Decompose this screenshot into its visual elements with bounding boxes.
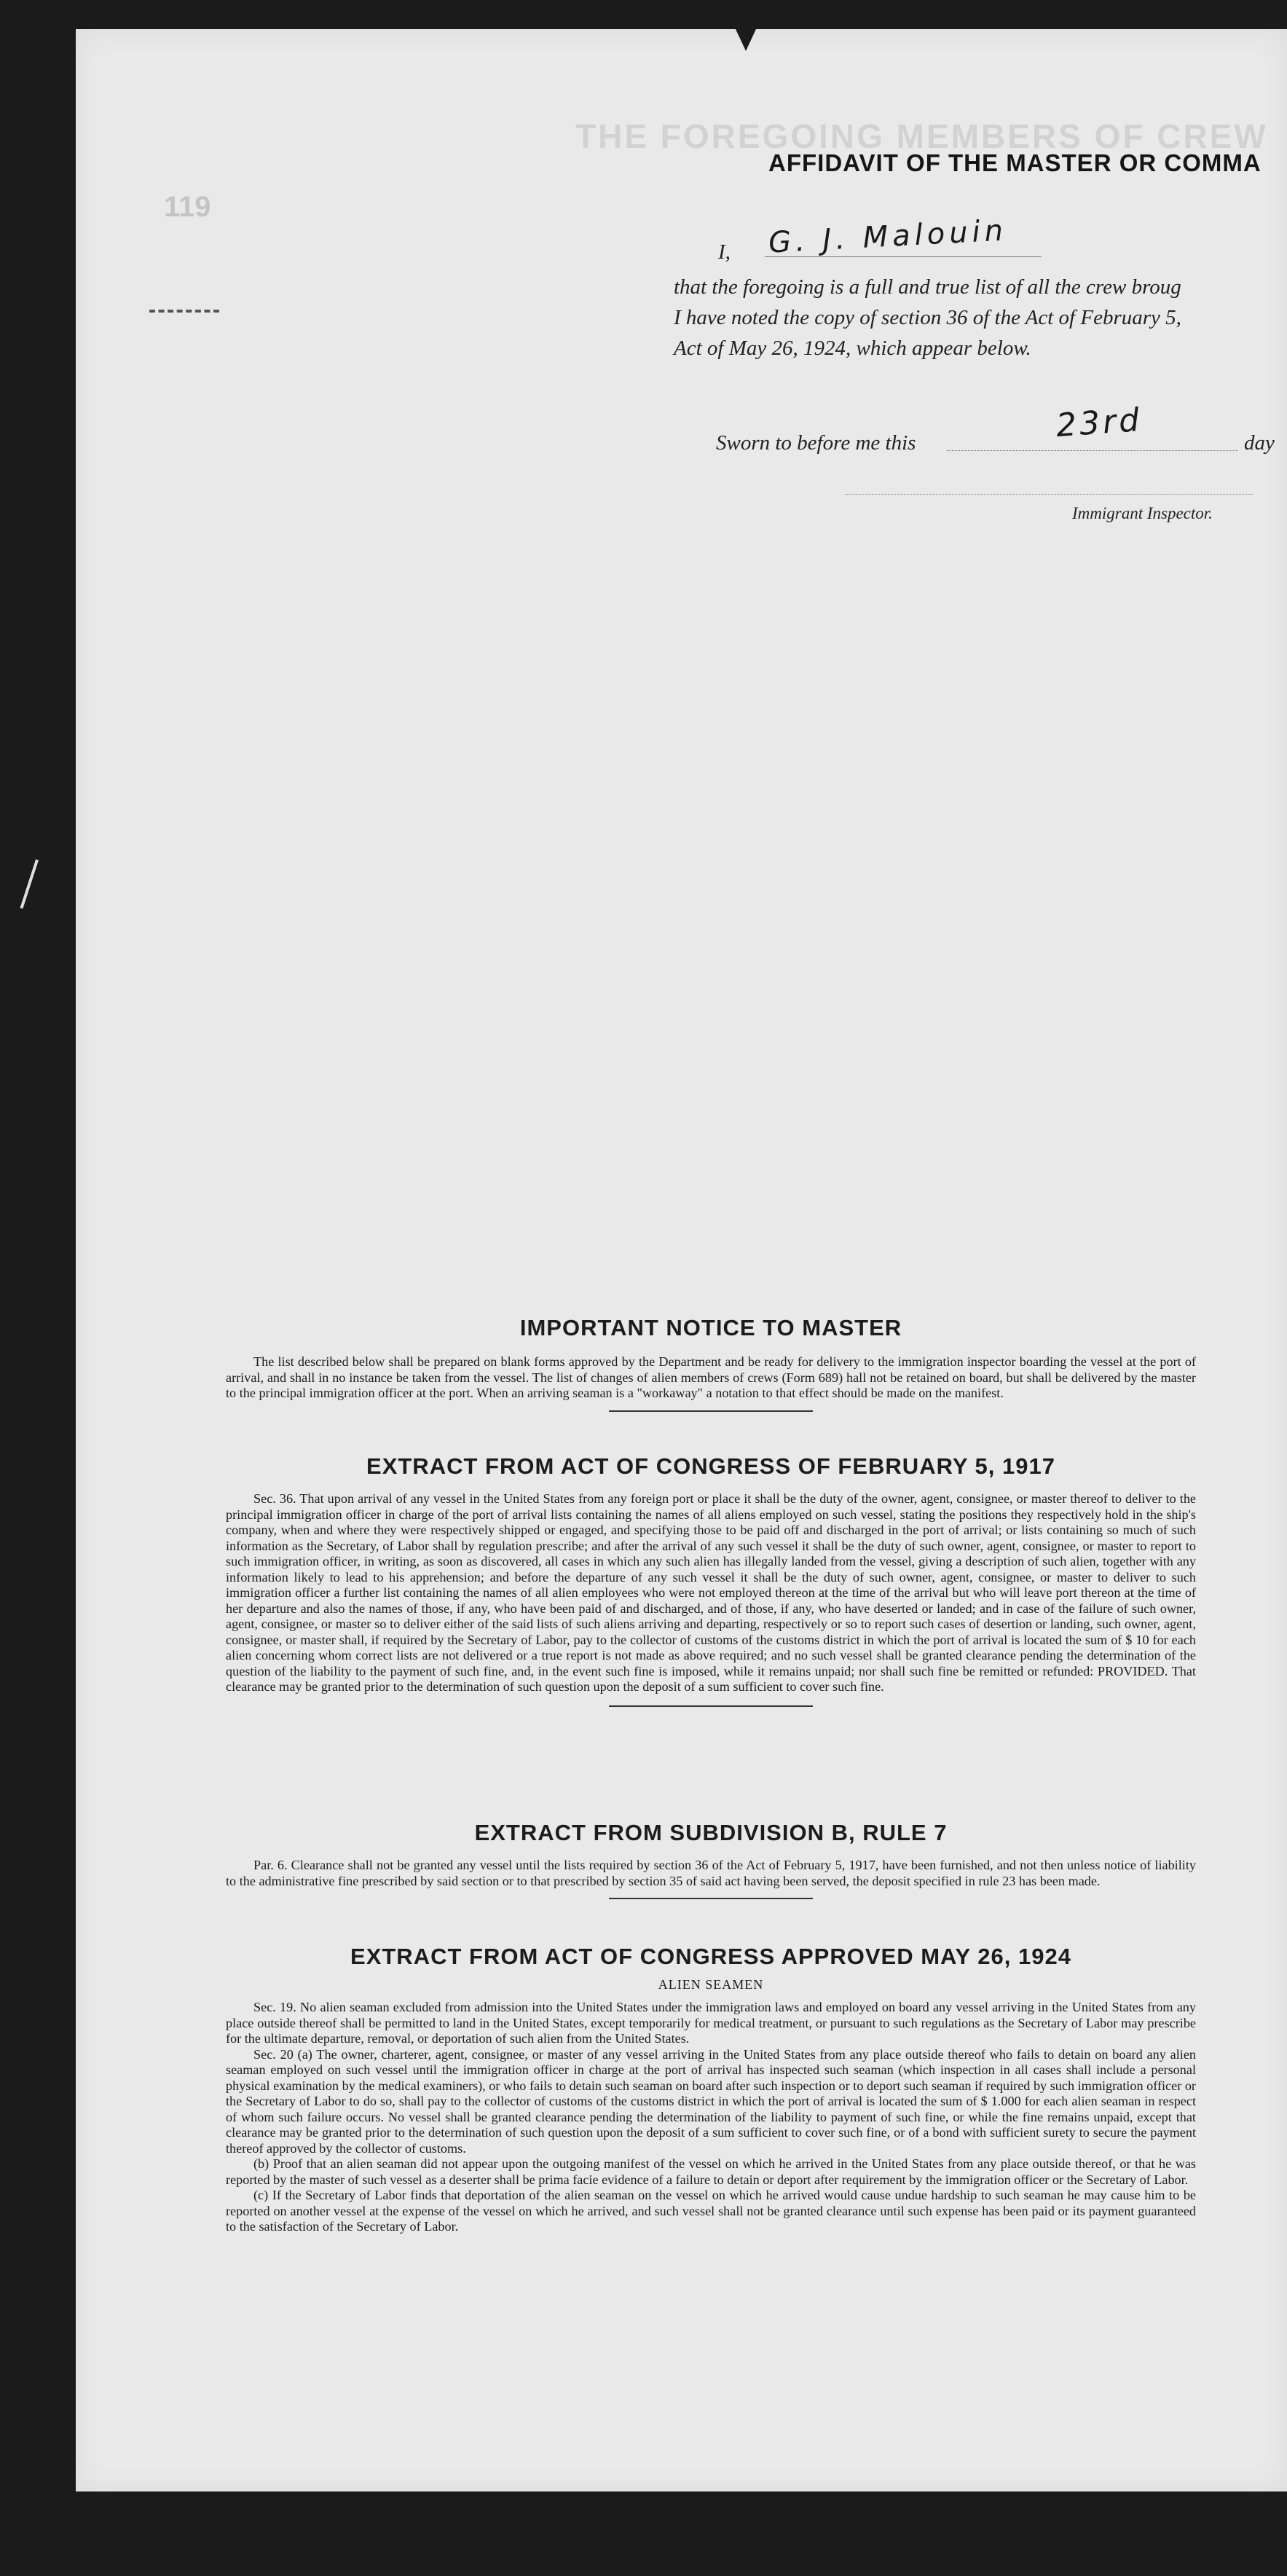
section-divider <box>609 1410 813 1412</box>
affidavit-line-3: Act of May 26, 1924, which appear below. <box>674 337 1031 360</box>
ghost-number: 119 <box>164 191 211 223</box>
sec-20a-paragraph: Sec. 20 (a) The owner, charterer, agent, consignee, or master of any vessel arriving in the United States from any place outside thereof who fails to detain on board any alien seaman employed on such vessel until the immigration officer in charge at the port of arrival has inspected such seaman (which inspection in all cases shall include a personal physical examination by the medical examiners), or who fails to detain such seaman on board after such inspection or to deport such seaman if required by such immigration officer or the Secretary of Labor to do so, shall pay to the collector of customs of the customs district in which the port of arrival is located the sum of $ 1.000 for each alien seaman in respect of whom such failure occurs. No vessel shall be granted clearance pending the determination of the liability to payment of such fine, or while the fine remains unpaid, except that clearance may be granted prior to the determination of such question upon the deposit of a sum sufficient to cover such fine, or of a bond with sufficient surety to secure the payment thereof approved by the collector of customs. <box>226 2046 1196 2156</box>
affidavit-title: AFFIDAVIT OF THE MASTER OR COMMA <box>768 149 1262 176</box>
act-1924-section <box>226 1944 1196 2235</box>
act-1924-title: EXTRACT FROM ACT OF CONGRESS APPROVED MAY 26, 1924 <box>350 1944 1071 1969</box>
inspector-label: Immigrant Inspector. <box>1072 504 1213 522</box>
rule-7-title: EXTRACT FROM SUBDIVISION B, RULE 7 <box>474 1820 948 1845</box>
ghost-title: THE FOREGOING MEMBERS OF CREW <box>575 117 1268 155</box>
important-notice-section <box>226 1315 1196 1412</box>
paper-notch <box>736 29 756 51</box>
sworn-day-line <box>947 450 1238 451</box>
section-divider <box>609 1705 813 1707</box>
rule-7-section <box>226 1820 1196 1899</box>
act-1917-paragraph: Sec. 36. That upon arrival of any vessel in the United States from any foreign port or place it shall be the duty of the owner, agent, consignee, or master thereof to deliver to the principal immigration officer in charge of the port of arrival lists containing the names of all aliens employed on such vessel, stating the positions they respectively hold in the ship's company, when and where they were respectively shipped or engaged, and specifying those to be paid off and discharged in the port of arrival; or lists containing so much of such information as the Secretary, of Labor shall by regulation prescribe; and after the arrival of any such vessel it shall be the duty of such owner, agent, consignee, or master to report to such immigration officer, in writing, as soon as discovered, all cases in which any such alien has illegally landed from the vessel, giving a description of such alien, together with any information likely to lead to his apprehension; and before the departure of any such vessel it shall be the duty of such owner, agent, consignee, or master to deliver to such immigration officer a further list containing the names of all alien employees who were not employed thereon at the time of the arrival but who will leave port thereon at the time of her departure and also the names of those, if any, who have been paid of and discharged, and of those, if any, who have deserted or landed; and in case of the failure of such owner, agent, consignee, or master so to deliver either of the said lists of such aliens arriving and departing, respectively or so to report such cases of desertion or landing, such owner, agent, consignee, or master shall, if required by the Secretary of Labor, pay to the collector of customs of the customs district in which the port of arrival is located the sum of $ 10 for each alien concerning whom correct lists are not delivered or a true report is not made as above required; and no such vessel shall be granted clearance pending the determination of the question of the liability to the payment of such fine, and, in the event such fine is imposed, while it remains unpaid; nor shall such fine be remitted or refunded: PROVIDED. That clearance may be granted prior to the determination of such question upon the deposit of a sum sufficient to cover such fine. <box>226 1491 1196 1694</box>
notice-title: IMPORTANT NOTICE TO MASTER <box>519 1315 902 1340</box>
sworn-day-suffix: day <box>1244 431 1275 455</box>
notice-paragraph: The list described below shall be prepared on blank forms approved by the Department and be ready for delivery to the immigration inspector boarding the vessel at the port of arrival, and shall in no instance be taken from the vessel. The list of changes of alien members of crews (Form 689) hall not be retained on board, but shall be delivered by the master to the principal immigration officer at the port. When an arriving seaman is a "workaway" a notation to that effect should be made on the manifest. <box>226 1354 1196 1400</box>
act-1917-section <box>226 1453 1196 1707</box>
sworn-day-handwritten: 23rd <box>1055 401 1144 445</box>
sec-19-paragraph: Sec. 19. No alien seaman excluded from admission into the United States under the immigration laws and employed on board any vessel arriving in the United States from any place outside thereof shall be permitted to land in the United States, except temporarily for medical treatment, or pursuant to such regulations as the Secretary of Labor may prescribe for the ultimate departure, removal, or deportation of such alien from the United States. <box>226 2000 1196 2046</box>
act-1917-title: EXTRACT FROM ACT OF CONGRESS OF FEBRUARY 5, 1917 <box>366 1453 1055 1479</box>
affidavit-i: I, <box>718 240 731 264</box>
signature-line <box>765 256 1042 257</box>
edge-scratch <box>20 860 46 911</box>
rule-7-paragraph: Par. 6. Clearance shall not be granted any vessel until the lists required by section 36 of the Act of February 5, 1917, have been furnished, and not then unless notice of liability to the administrative fine prescribed by said section or to that prescribed by section 35 of said act having been served, the deposit specified in rule 23 has been made. <box>226 1858 1196 1888</box>
sec-20b-paragraph: (b) Proof that an alien seaman did not appear upon the outgoing manifest of the vessel on which he arrived in the United States from any place outside thereof, or that he was reported by the master of such vessel as a deserter shall be prima facie evidence of a failure to detain or deport after requirement by the immigration officer or the Secretary of Labor. <box>226 2156 1196 2187</box>
affidavit-line-1: that the foregoing is a full and true list of all the crew broug <box>674 275 1181 299</box>
dash-mark <box>149 310 219 313</box>
section-divider <box>609 1898 813 1899</box>
affidavit-line-2: I have noted the copy of section 36 of the Act of February 5, <box>674 306 1181 329</box>
inspector-signature-line <box>845 494 1253 495</box>
sec-20c-paragraph: (c) If the Secretary of Labor finds that deportation of the alien seaman on the vessel on which he arrived would cause undue hardship to such seaman he may cause him to be reported on another vessel at the expense of the vessel on which he arrived, and such vessel shall not be granted clearance until such expense has been paid or its payment guaranteed to the satisfaction of the Secretary of Labor. <box>226 2188 1196 2234</box>
master-signature: G. J. Malouin <box>768 213 1009 260</box>
alien-seamen-subtitle: ALIEN SEAMEN <box>658 1977 764 1992</box>
sworn-text: Sworn to before me this <box>716 431 916 455</box>
